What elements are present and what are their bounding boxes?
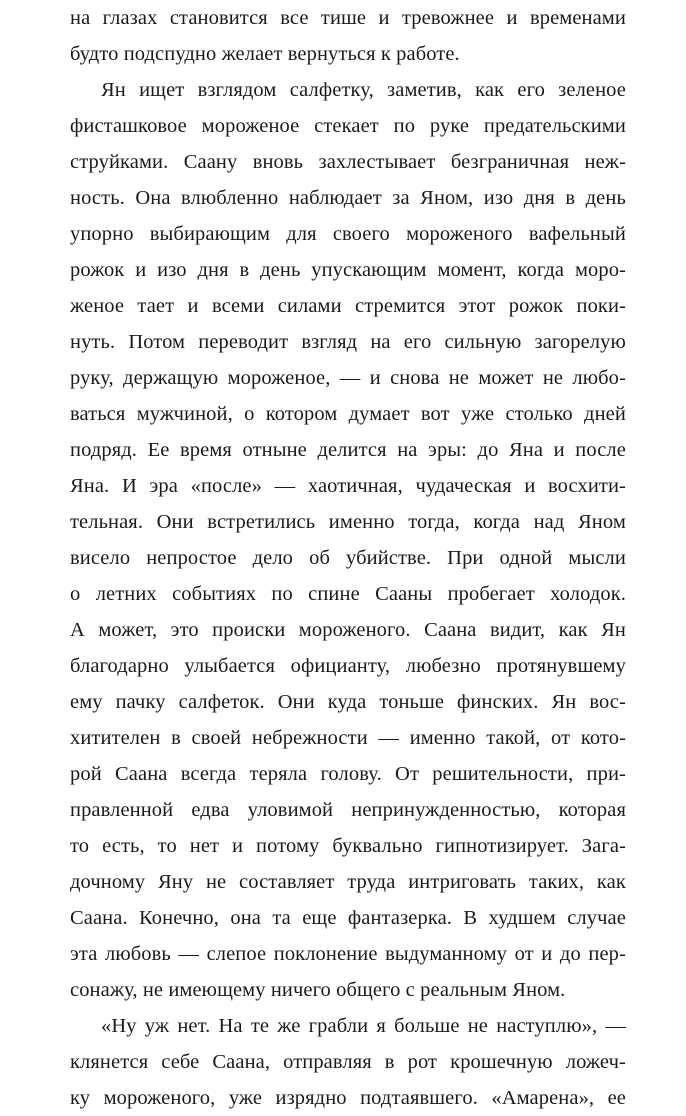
- text-line: Ян ищет взглядом салфетку, заметив, как его зеленое: [101, 79, 626, 101]
- text-line: А может, это происки мороженого. Саана видит, как Ян: [70, 619, 626, 641]
- text-line: упорно выбирающим для своего мороженого вафельный: [70, 223, 626, 245]
- text-line: правленной едва уловимой непринужденностью, которая: [70, 799, 626, 821]
- text-line: фисташковое мороженое стекает по руке предательскими: [70, 115, 626, 137]
- text-line: благодарно улыбается официанту, любезно протянувшему: [70, 655, 626, 677]
- text-line: рожок и изо дня в день упускающим момент, когда моро-: [70, 259, 626, 281]
- text-line: клянется себе Саана, отправляя в рот крошечную ложеч-: [70, 1051, 626, 1073]
- text-line: ваться мужчиной, о котором думает вот уже столько дней: [70, 403, 626, 425]
- text-line: ему пачку салфеток. Они куда тоньше финских. Ян вос-: [70, 691, 626, 713]
- text-line: тельная. Они встретились именно тогда, когда над Яном: [70, 511, 626, 533]
- text-line: нуть. Потом переводит взгляд на его сильную загорелую: [70, 331, 626, 353]
- text-line: Яна. И эра «после» — хаотичная, чудаческая и восхити-: [70, 475, 626, 497]
- page-text-body: [70, 0, 626, 1116]
- text-line: хитителен в своей небрежности — именно такой, от кото-: [70, 727, 626, 749]
- text-line: женое тает и всеми силами стремится этот рожок поки-: [70, 295, 626, 317]
- text-line: рой Саана всегда теряла голову. От решительности, при-: [70, 763, 626, 785]
- text-line: висело непростое дело об убийстве. При одной мысли: [70, 547, 626, 569]
- text-line: ность. Она влюбленно наблюдает за Яном, изо дня в день: [70, 187, 626, 209]
- text-line: Саана. Конечно, она та еще фантазерка. В худшем случае: [70, 907, 626, 929]
- text-line: то есть, то нет и потому буквально гипнотизирует. Зага-: [70, 835, 626, 857]
- text-line: струйками. Саану вновь захлестывает безграничная неж-: [70, 151, 626, 173]
- text-line: эта любовь — слепое поклонение выдуманному от и до пер-: [70, 943, 626, 965]
- text-line: ку мороженого, уже изрядно подтаявшего. «Амарена», ее: [70, 1087, 626, 1109]
- text-line: на глазах становится все тише и тревожнее и временами: [70, 7, 626, 29]
- text-line: подряд. Ее время отныне делится на эры: до Яна и после: [70, 439, 626, 461]
- text-line: дочному Яну не составляет труда интриговать таких, как: [70, 871, 626, 893]
- text-line: сонажу, не имеющему ничего общего с реальным Яном.: [70, 979, 566, 1001]
- text-line: о летних событиях по спине Сааны пробегает холодок.: [70, 583, 626, 605]
- text-line: «Ну уж нет. На те же грабли я больше не наступлю», —: [101, 1015, 626, 1037]
- text-line: будто подспудно желает вернуться к работе.: [70, 43, 460, 65]
- text-line: руку, держащую мороженое, — и снова не может не любо-: [70, 367, 626, 389]
